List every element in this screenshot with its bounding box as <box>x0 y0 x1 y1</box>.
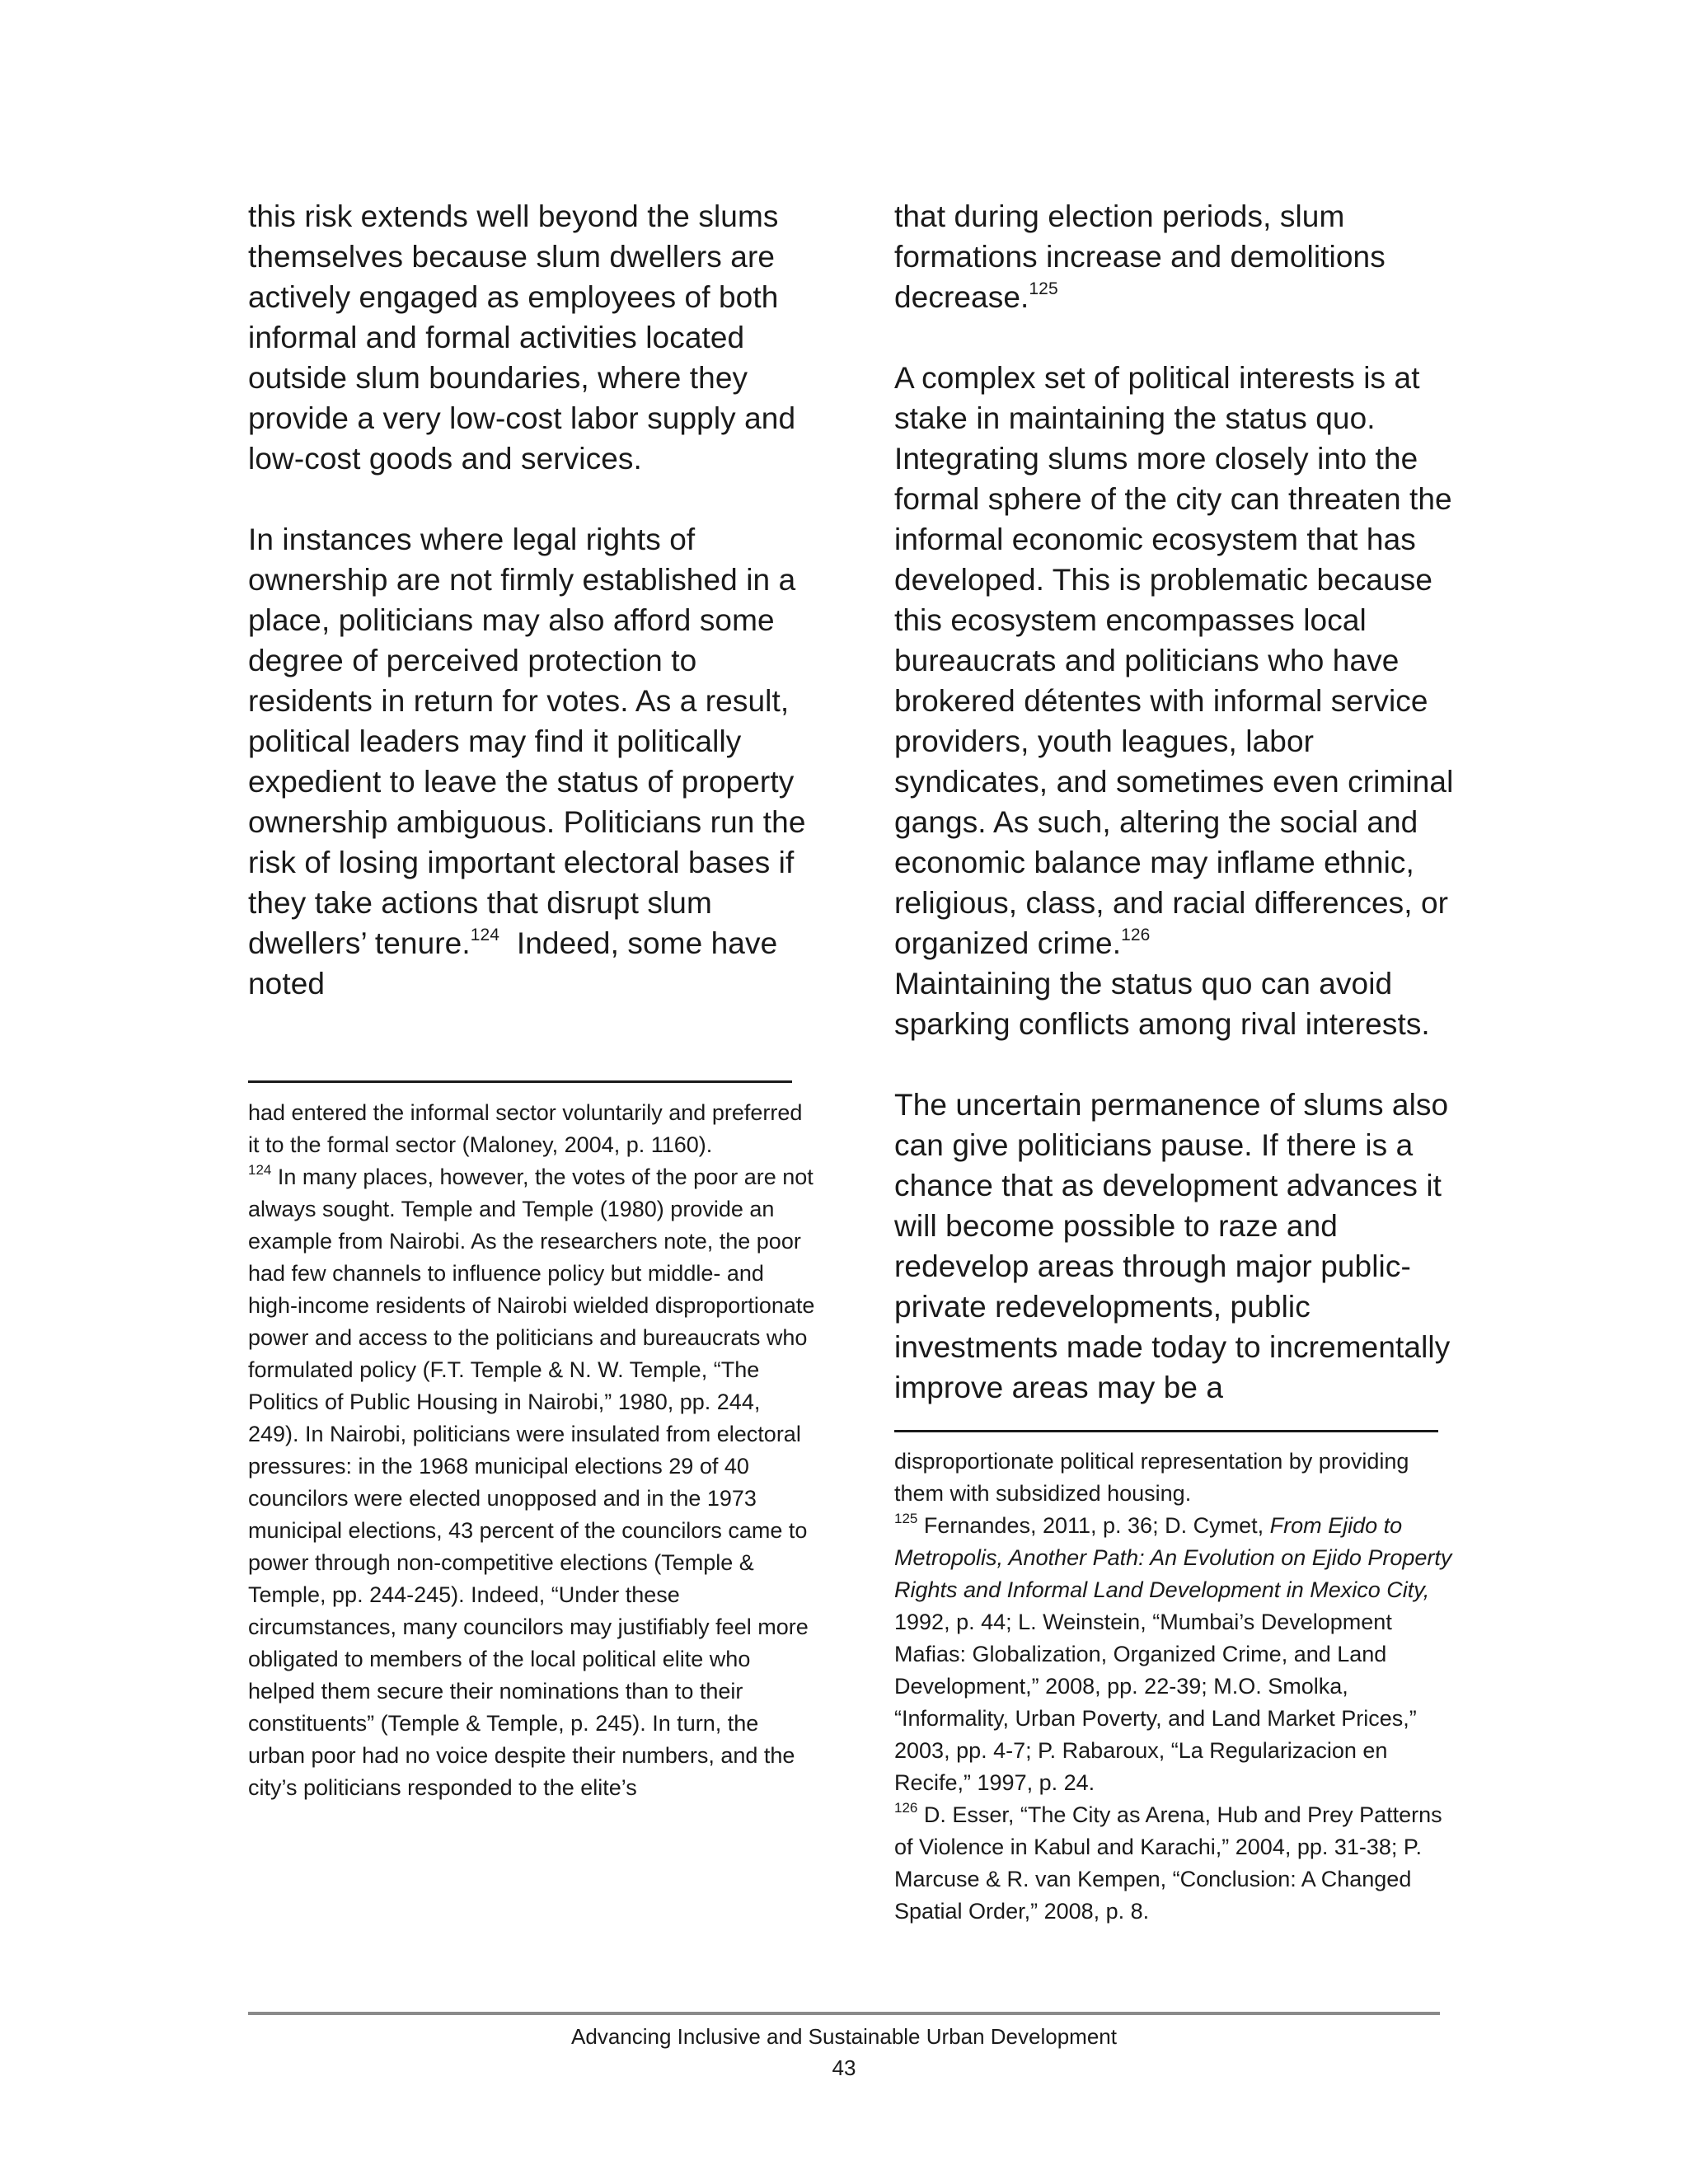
body-paragraph: A complex set of political interests is at stake in maintaining the status quo. Integrating slums more closely into the formal sphere of the city can threaten the informal economic ecosystem that has developed. This is problematic because this ecosystem encompasses local bureaucrats and politicians who have brokered détentes with informal service providers, youth leagues, labor syndicates, and sometimes even criminal gangs. As such, altering the social and economic balance may inflame ethnic, religious, class, and racial differences, or organized crime.$^{126}$ Maintaining the status quo can avoid sparking conflicts among rival interests. <box>894 361 1454 1041</box>
footnote-ref-125[interactable]: 125 <box>1029 279 1058 298</box>
footnote-continuation: had entered the informal sector voluntarily and preferred it to the formal sector (Maloney, 2004, p. 1160). <box>248 1100 803 1157</box>
footnote-126: $^{126}$ D. Esser, “The City as Arena, Hub and Prey Patterns of Violence in Kabul and Karachi,” 2004, pp. 31-38; P. Marcuse & R. van Kempen, “Conclusion: A Changed Spatial Order,” 2008, p. 8. <box>894 1800 1442 1924</box>
body-paragraph: this risk extends well beyond the slums themselves because slum dwellers are actively engaged as employees of both informal and formal activities located outside slum boundaries, where they provide a very low-cost labor supply and low-cost goods and services. <box>248 199 796 476</box>
footnote-separator-right <box>894 1430 1438 1432</box>
footnote-number: 124 <box>248 1162 272 1178</box>
cited-title: From Ejido to Metropolis, Another Path: An Evolution on Ejido Property Rights and Informal Land Development in Mexico City, <box>894 1513 1452 1602</box>
body-paragraph: The uncertain permanence of slums also can give politicians pause. If there is a chance that as development advances it will become possible to raze and redevelop areas through major public-private redevelopments, public investments made today to incrementally improve areas may be a <box>894 1088 1451 1404</box>
footer-title: Advancing Inclusive and Sustainable Urban Development <box>571 2024 1117 2049</box>
footnote-number: 125 <box>894 1511 918 1526</box>
footnote-separator-left <box>248 1080 792 1083</box>
footnote-number: 126 <box>894 1800 918 1816</box>
footnotes-left <box>248 1097 817 1804</box>
left-column <box>248 196 825 1004</box>
footer-rule <box>248 2012 1440 2015</box>
page-number: 43 <box>832 2055 856 2080</box>
footnote-ref-126[interactable]: 126 <box>1121 925 1151 944</box>
footnote-ref-124[interactable]: 124 <box>470 925 500 944</box>
page-footer <box>248 2021 1440 2083</box>
footnote-125: $^{125}$ Fernandes, 2011, p. 36; D. Cymet, From Ejido to Metropolis, Another Path: An Evolution on Ejido Property Rights and Informal Land Development in Mexico City, 1992, p. 44; L. Weinstein, “Mumbai’s Development Mafias: Globalization, Organized Crime, and Land Development,” 2008, pp. 22-39; M.O. Smolka, “Informality, Urban Poverty, and Land Market Prices,” 2003, pp. 4-7; P. Rabaroux, “La Regularizacion en Recife,” 1997, p. 24. <box>894 1511 1452 1795</box>
footnote-continuation: disproportionate political representation by providing them with subsidized housing. <box>894 1449 1409 1506</box>
footnotes-right <box>894 1446 1463 1928</box>
body-paragraph: that during election periods, slum formations increase and demolitions decrease.$^{125}$ <box>894 199 1386 314</box>
right-column <box>894 196 1471 1408</box>
footnote-124: $^{124}$ In many places, however, the votes of the poor are not always sought. Temple and Temple (1980) provide an example from Nairobi. As the researchers note, the poor had few channels to influence policy but middle- and high-income residents of Nairobi wielded disproportionate power and access to the politicians and bureaucrats who formulated policy (F.T. Temple & N. W. Temple, “The Politics of Public Housing in Nairobi,” 1980, pp. 244, 249). In Nairobi, politicians were insulated from electoral pressures: in the 1968 municipal elections 29 of 40 councilors were elected unopposed and in the 1973 municipal elections, 43 percent of the councilors came to power through non-competitive elections (Temple & Temple, pp. 244-245). Indeed, “Under these circumstances, many councilors may justifiably feel more obligated to members of the local political elite who helped them secure their nominations than to their constituents” (Temple & Temple, p. 245). In turn, the urban poor had no voice despite their numbers, and the city’s politicians responded to the elite’s <box>248 1162 815 1800</box>
body-paragraph: In instances where legal rights of ownership are not firmly established in a place, politicians may also afford some degree of perceived protection to residents in return for votes. As a result, political leaders may find it politically expedient to leave the status of property ownership ambiguous. Politicians run the risk of losing important electoral bases if they take actions that disrupt slum dwellers’ tenure.$^{124}$ Indeed, some have noted <box>248 523 806 1001</box>
